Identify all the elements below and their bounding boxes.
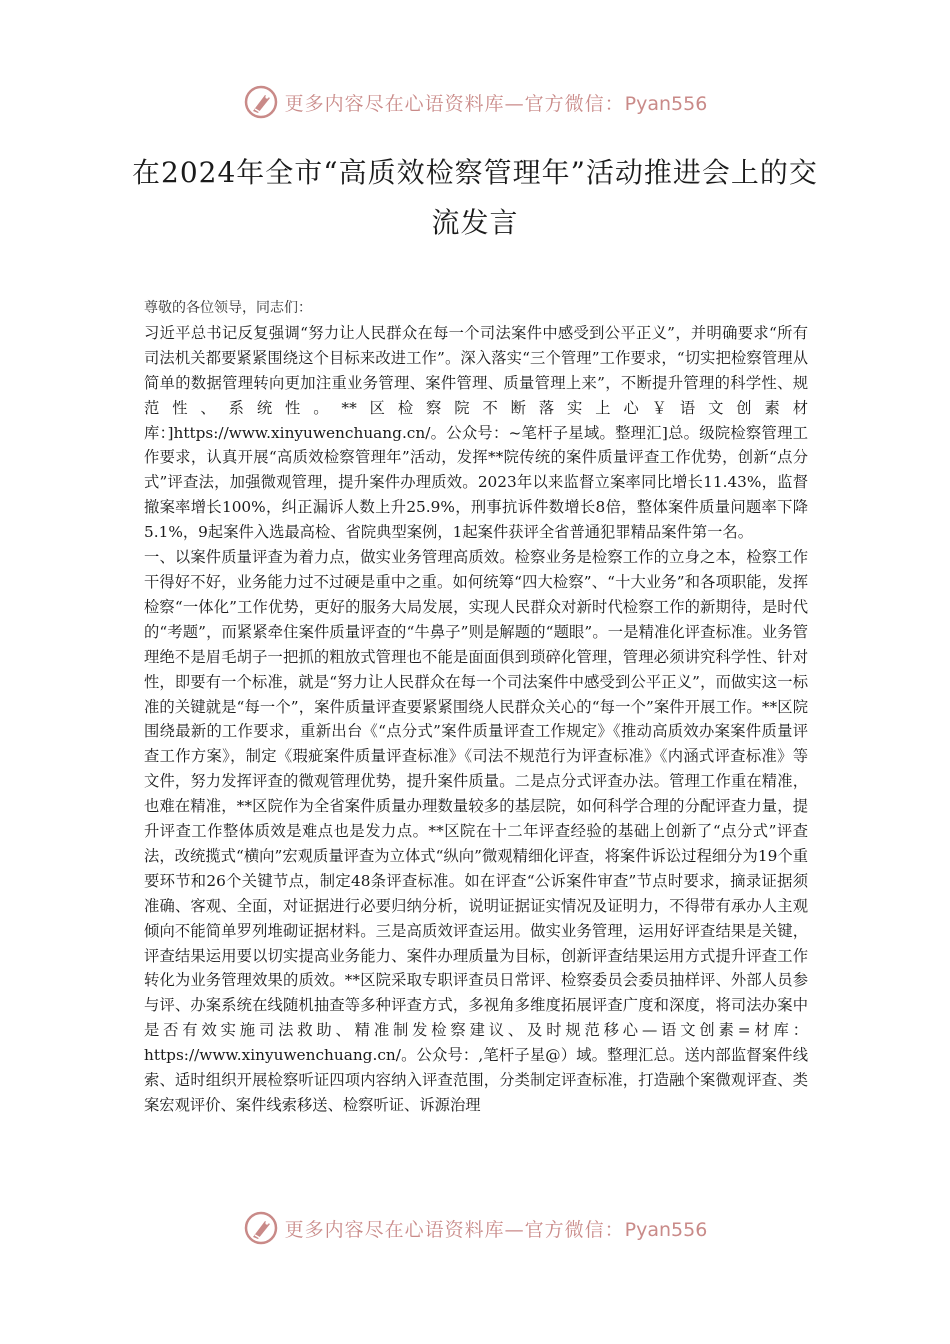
wechat-id: Pyan556: [624, 1218, 708, 1241]
salutation: 尊敬的各位领导，同志们：: [144, 300, 312, 316]
document-body: [144, 296, 808, 1118]
footer-banner: [0, 1210, 950, 1246]
banner-text: 更多内容尽在心语资料库—官方微信：Pyan556: [284, 92, 708, 115]
page-title: 在2024年全市“高质效检察管理年”活动推进会上的交流发言: [132, 156, 818, 239]
wechat-id: Pyan556: [624, 92, 708, 115]
banner-text: 更多内容尽在心语资料库—官方微信：Pyan556: [284, 1218, 708, 1241]
paragraph-intro: 习近平总书记反复强调“努力让人民群众在每一个司法案件中感受到公平正义”，并明确要求“所有司法机关都要紧紧围绕这个目标来改进工作”。深入落实“三个管理”工作要求，“切实把检察管理从简单的数据管理转向更加注重业务管理、案件管理、质量管理上来”，不断提升管理的科学性、规范性、系统性。**区检察院不断落实上心￥语文创素材库：]https://www.xinyuwenchuang.cn/。公众号：~笔杆子星域。整理汇]总。级院检察管理工作要求，认真开展“高质效检察管理年”活动，发挥**院传统的案件质量评查工作优势，创新“点分式”评查法，加强微观管理，提升案件办理质效。2023年以来监督立案率同比增长11.43%，监督撤案率增长100%，纠正漏诉人数上升25.9%，刑事抗诉件数增长8倍，整体案件质量问题率下降5.1%，9起案件入选最高检、省院典型案例，1起案件获评全省普通犯罪精品案件第一名。: [144, 323, 808, 542]
header-banner: [0, 84, 950, 120]
pen-nib-logo-icon: [243, 1210, 279, 1246]
paragraph-section-1: 一、以案件质量评查为着力点，做实业务管理高质效。检察业务是检察工作的立身之本，检察工作干得好不好，业务能力过不过硬是重中之重。如何统筹“四大检察”、“十大业务”和各项职能，发挥检察“一体化”工作优势，更好的服务大局发展，实现人民群众对新时代检察工作的新期待，是时代的“考题”，而紧紧牵住案件质量评查的“牛鼻子”则是解题的“题眼”。一是精准化评查标准。业务管理绝不是眉毛胡子一把抓的粗放式管理也不能是面面俱到琐碎化管理，管理必须讲究科学性、针对性，即要有一个标准，就是“努力让人民群众在每一个司法案件中感受到公平正义”，而做实这一标准的关键就是“每一个”，案件质量评查要紧紧围绕人民群众关心的“每一个”案件开展工作。**区院围绕最新的工作要求，重新出台《“点分式”案件质量评查工作规定》《推动高质效办案案件质量评查工作方案》，制定《瑕疵案件质量评查标准》《司法不规范行为评查标准》《内涵式评查标准》等文件，努力发挥评查的微观管理优势，提升案件质量。二是点分式评查办法。管理工作重在精准，也难在精准，**区院作为全省案件质量办理数量较多的基层院，如何科学合理的分配评查力量，提升评查工作整体质效是难点也是发力点。**区院在十二年评查经验的基础上创新了“点分式”评查法，改统揽式“横向”宏观质量评查为立体式“纵向”微观精细化评查，将案件诉讼过程细分为19个重要环节和26个关键节点，制定48条评查标准。如在评查“公诉案件审查”节点时要求，摘录证据须准确、客观、全面，对证据进行必要归纳分析，说明证据证实情况及证明力，不得带有承办人主观倾向不能简单罗列堆砌证据材料。三是高质效评查运用。做实业务管理，运用好评查结果是关键，评查结果运用要以切实提高业务能力、案件办理质量为目标，创新评查结果运用方式提升评查工作转化为业务管理效果的质效。**区院采取专职评查员日常评、检察委员会委员抽样评、外部人员参与评、办案系统在线随机抽查等多种评查方式，多视角多维度拓展评查广度和深度，将司法办案中是否有效实施司法救助、精准制发检察建议、及时规范移心—语文创素=材库：https://www.xinyuwenchuang.cn/。公众号：,笔杆子星@）域。整理汇总。送内部监督案件线索、适时组织开展检察听证四项内容纳入评查范围，分类制定评查标准，打造融个案微观评查、类案宏观评价、案件线索移送、检察听证、诉源治理: [144, 548, 808, 1114]
pen-nib-logo-icon: [243, 84, 279, 120]
